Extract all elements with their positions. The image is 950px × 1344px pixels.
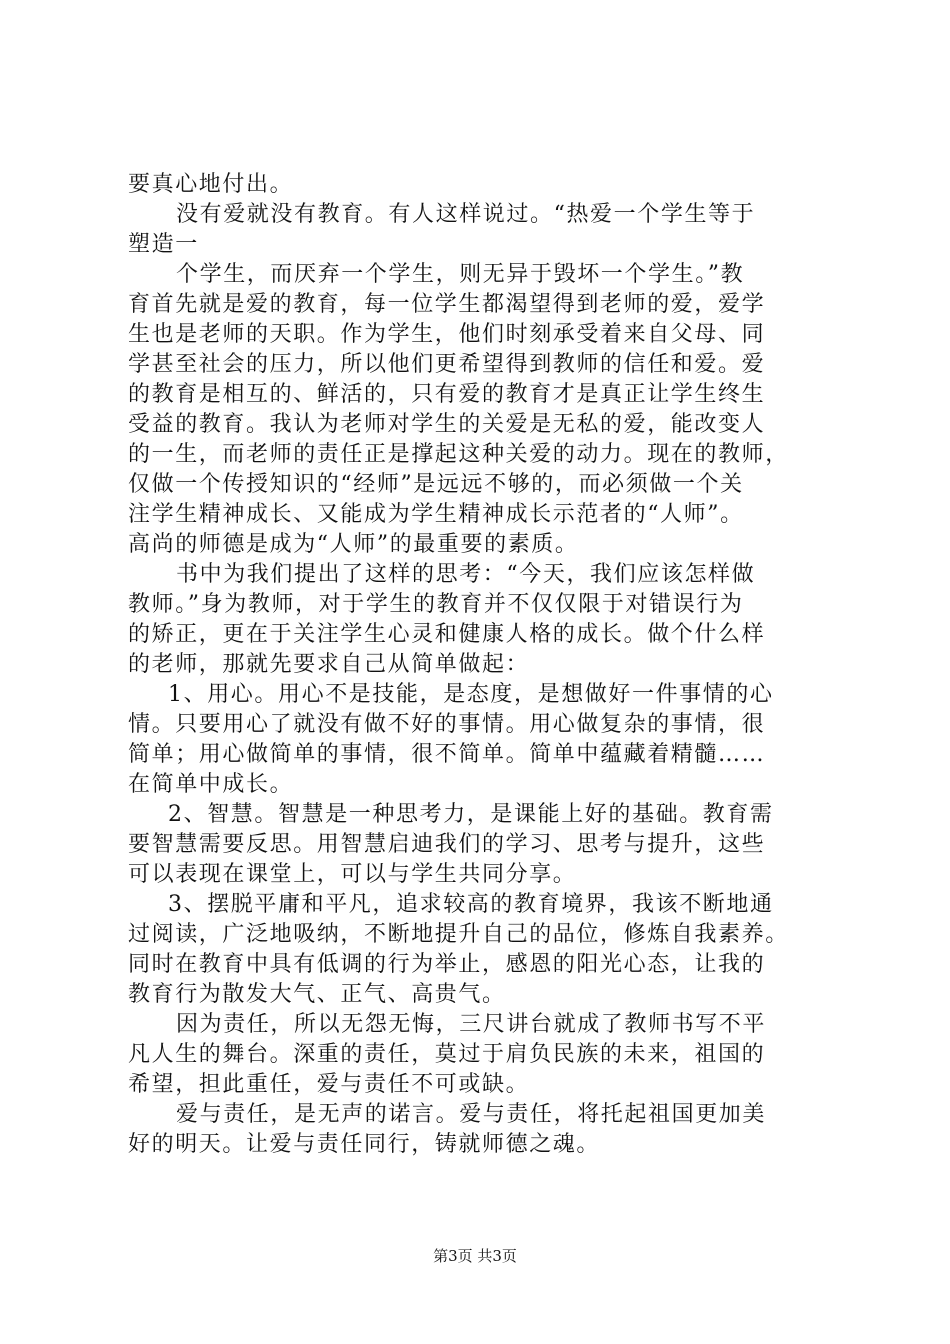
text-line: 没有爱就没有教育。有人这样说过。“热爱一个学生等于 [176, 202, 756, 227]
text-line: 受益的教育。我认为老师对学生的关爱是无私的爱，能改变人 [128, 412, 766, 437]
text-line: 注学生精神成长、又能成为学生精神成长示范者的“人师”。 [128, 502, 744, 527]
text-line: 1、用心。用心不是技能，是态度，是想做好一件事情的心 [168, 682, 774, 707]
text-line: 书中为我们提出了这样的思考：“今天，我们应该怎样做 [176, 562, 756, 587]
text-line: 的老师，那就先要求自己从简单做起： [128, 652, 530, 677]
text-line: 的矫正，更在于关注学生心灵和健康人格的成长。做个什么样 [128, 622, 766, 647]
text-line: 过阅读，广泛地吸纳，不断地提升自己的品位，修炼自我素养。 [128, 922, 789, 947]
text-line: 要智慧需要反思。用智慧启迪我们的学习、思考与提升，这些 [128, 832, 766, 857]
text-line: 在简单中成长。 [128, 772, 294, 797]
text-line: 学甚至社会的压力，所以他们更希望得到教师的信任和爱。爱 [128, 352, 766, 377]
text-line: 的教育是相互的、鲜活的，只有爱的教育才是真正让学生终生 [128, 382, 766, 407]
text-line: 凡人生的舞台。深重的责任，莫过于肩负民族的未来，祖国的 [128, 1042, 766, 1067]
text-line: 好的明天。让爱与责任同行，铸就师德之魂。 [128, 1132, 601, 1157]
text-line: 简单；用心做简单的事情，很不简单。简单中蕴藏着精髓…… [128, 742, 766, 767]
text-line: 的一生，而老师的责任正是撑起这种关爱的动力。现在的教师， [128, 442, 789, 467]
text-line: 爱与责任，是无声的诺言。爱与责任，将托起祖国更加美 [176, 1102, 767, 1127]
text-line: 可以表现在课堂上，可以与学生共同分享。 [128, 862, 577, 887]
text-line: 教育行为散发大气、正气、高贵气。 [128, 982, 506, 1007]
text-line: 2、智慧。智慧是一种思考力，是课能上好的基础。教育需 [168, 802, 774, 827]
text-line: 个学生，而厌弃一个学生，则无异于毁坏一个学生。”教 [176, 262, 745, 287]
text-line: 生也是老师的天职。作为学生，他们时刻承受着来自父母、同 [128, 322, 766, 347]
text-line: 情。只要用心了就没有做不好的事情。用心做复杂的事情，很 [128, 712, 766, 737]
text-line: 高尚的师德是成为“人师”的最重要的素质。 [128, 532, 579, 557]
text-line: 仅做一个传授知识的“经师”是远远不够的，而必须做一个关 [128, 472, 744, 497]
text-line: 塑造一 [128, 232, 199, 257]
text-line: 育首先就是爱的教育，每一位学生都渴望得到老师的爱，爱学 [128, 292, 766, 317]
text-line: 希望，担此重任，爱与责任不可或缺。 [128, 1072, 530, 1097]
page-footer: 第3页 共3页 [433, 1247, 517, 1265]
text-line: 要真心地付出。 [128, 172, 294, 197]
text-line: 因为责任，所以无怨无悔，三尺讲台就成了教师书写不平 [176, 1012, 767, 1037]
text-line: 教师。”身为教师，对于学生的教育并不仅仅限于对错误行为 [128, 592, 744, 617]
text-line: 3、摆脱平庸和平凡，追求较高的教育境界，我该不断地通 [168, 892, 774, 917]
text-line: 同时在教育中具有低调的行为举止，感恩的阳光心态，让我的 [128, 952, 766, 977]
body-text [128, 170, 828, 1160]
